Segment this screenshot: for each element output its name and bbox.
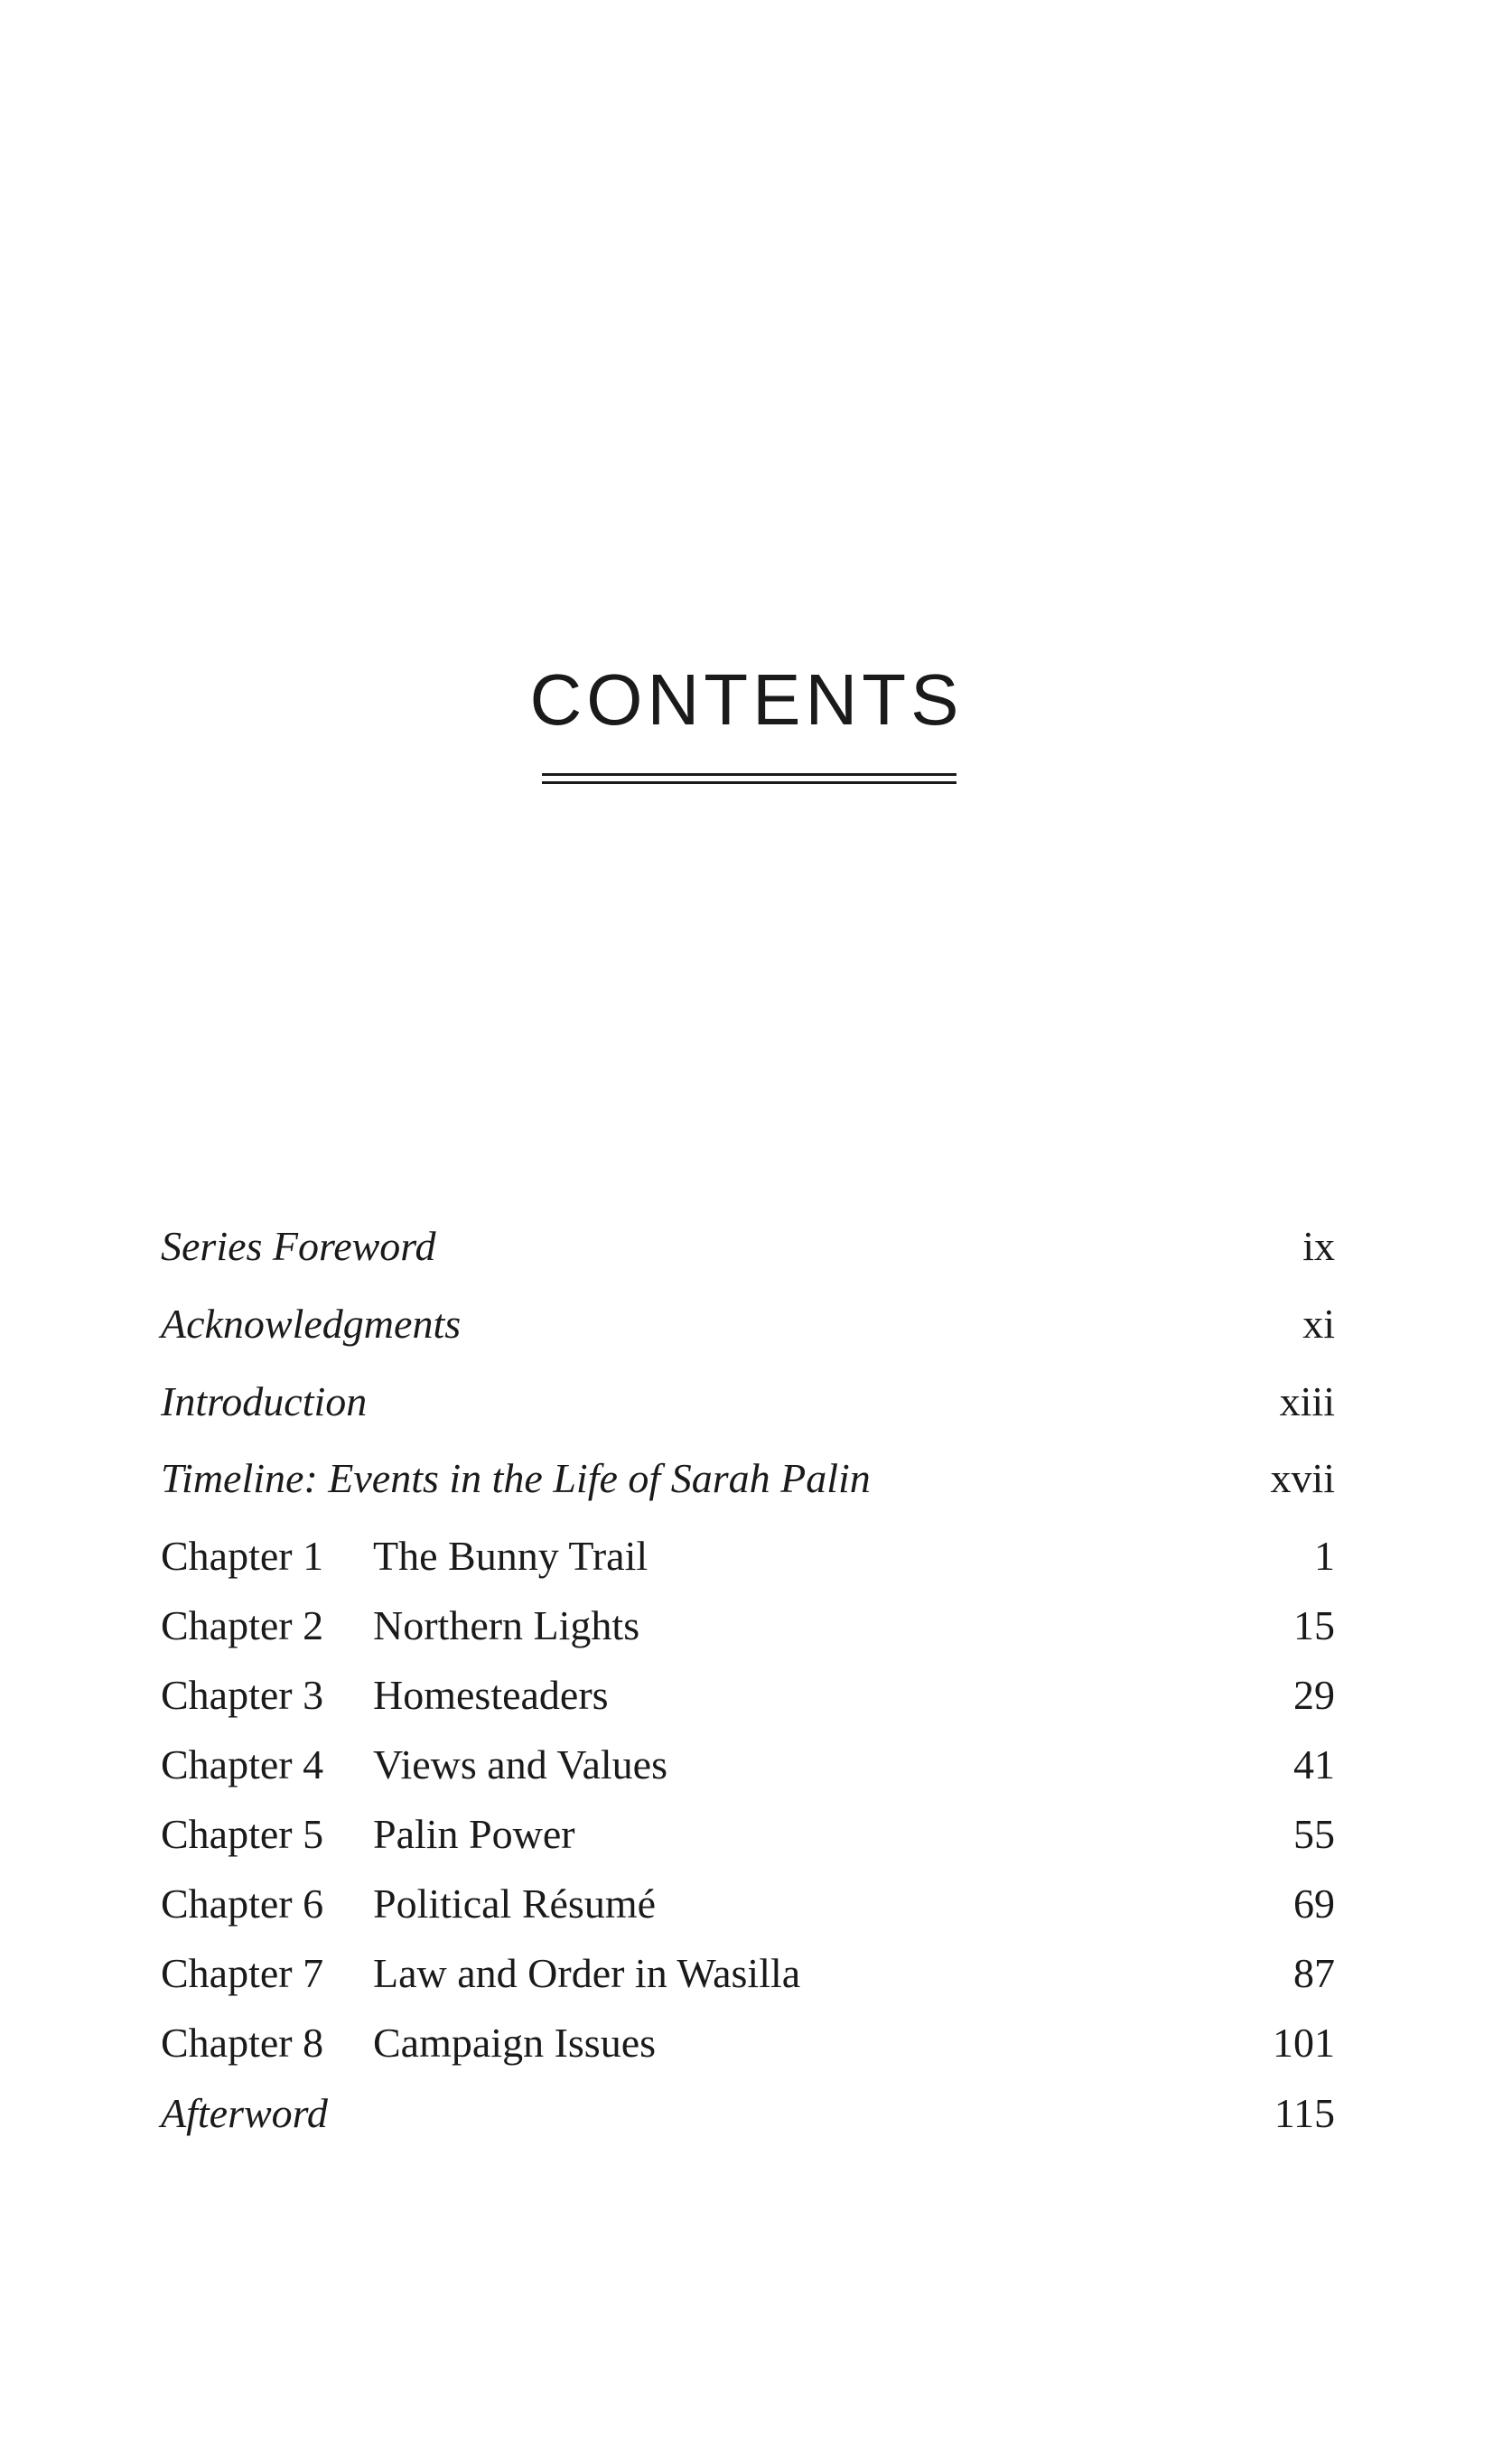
toc-entry-chapter-6 bbox=[161, 1872, 1335, 1936]
toc-entry-chapter-1 bbox=[161, 1525, 1335, 1588]
toc-entry-page: ix bbox=[1302, 1223, 1335, 1269]
toc-entry-page: 29 bbox=[1293, 1672, 1335, 1718]
toc-entry-chapter-7 bbox=[161, 1942, 1335, 2005]
toc-entry-chapter-5 bbox=[161, 1803, 1335, 1866]
chapter-label: Chapter 2 bbox=[161, 1602, 324, 1648]
toc-entry-afterword bbox=[161, 2082, 1335, 2145]
chapter-label: Chapter 5 bbox=[161, 1811, 324, 1857]
contents-heading: CONTENTS bbox=[529, 659, 964, 740]
toc-entry-page: 15 bbox=[1293, 1602, 1335, 1648]
toc-entry-chapter-2 bbox=[161, 1594, 1335, 1657]
chapter-title: Campaign Issues bbox=[373, 2020, 657, 2066]
toc-entry-title: Introduction bbox=[161, 1378, 368, 1424]
toc-entry-timeline bbox=[161, 1447, 1335, 1510]
toc-entry-series-foreword bbox=[161, 1215, 1335, 1278]
chapter-title: Law and Order in Wasilla bbox=[373, 1950, 801, 1996]
toc-entry-page: xiii bbox=[1279, 1378, 1335, 1424]
chapter-title: Northern Lights bbox=[373, 1602, 640, 1648]
toc-entry-page: 87 bbox=[1293, 1950, 1335, 1996]
toc-entry-page: 41 bbox=[1293, 1741, 1335, 1787]
toc-entry-acknowledgments bbox=[161, 1293, 1335, 1356]
chapter-title: The Bunny Trail bbox=[373, 1533, 649, 1579]
toc-entry-page: 115 bbox=[1274, 2090, 1335, 2136]
chapter-label: Chapter 6 bbox=[161, 1881, 324, 1927]
chapter-label: Chapter 7 bbox=[161, 1950, 324, 1996]
toc-entry-page: xi bbox=[1302, 1301, 1335, 1347]
toc-entry-page: 101 bbox=[1273, 2020, 1335, 2066]
chapter-title: Political Résumé bbox=[373, 1881, 657, 1927]
toc-entry-chapter-4 bbox=[161, 1733, 1335, 1797]
chapter-title: Palin Power bbox=[373, 1811, 575, 1857]
toc-entry-chapter-3 bbox=[161, 1664, 1335, 1727]
chapter-label: Chapter 8 bbox=[161, 2020, 324, 2066]
toc-entry-title: Afterword bbox=[161, 2090, 328, 2136]
toc-entry-page: xvii bbox=[1270, 1455, 1335, 1501]
chapter-label: Chapter 4 bbox=[161, 1741, 324, 1787]
chapter-title: Views and Values bbox=[373, 1741, 667, 1787]
toc-entry-introduction bbox=[161, 1370, 1335, 1433]
toc-entry-page: 1 bbox=[1314, 1533, 1335, 1579]
chapter-label: Chapter 1 bbox=[161, 1533, 324, 1579]
toc-entry-title: Series Foreword bbox=[161, 1223, 436, 1269]
toc-entry-page: 55 bbox=[1293, 1811, 1335, 1857]
toc-entry-page: 69 bbox=[1293, 1881, 1335, 1927]
toc-entry-title: Timeline: Events in the Life of Sarah Palin bbox=[161, 1455, 871, 1501]
toc-entry-chapter-8 bbox=[161, 2011, 1335, 2075]
chapter-label: Chapter 3 bbox=[161, 1672, 324, 1718]
toc-entry-title: Acknowledgments bbox=[161, 1301, 462, 1347]
heading-double-rule bbox=[542, 773, 956, 784]
chapter-title: Homesteaders bbox=[373, 1672, 609, 1718]
